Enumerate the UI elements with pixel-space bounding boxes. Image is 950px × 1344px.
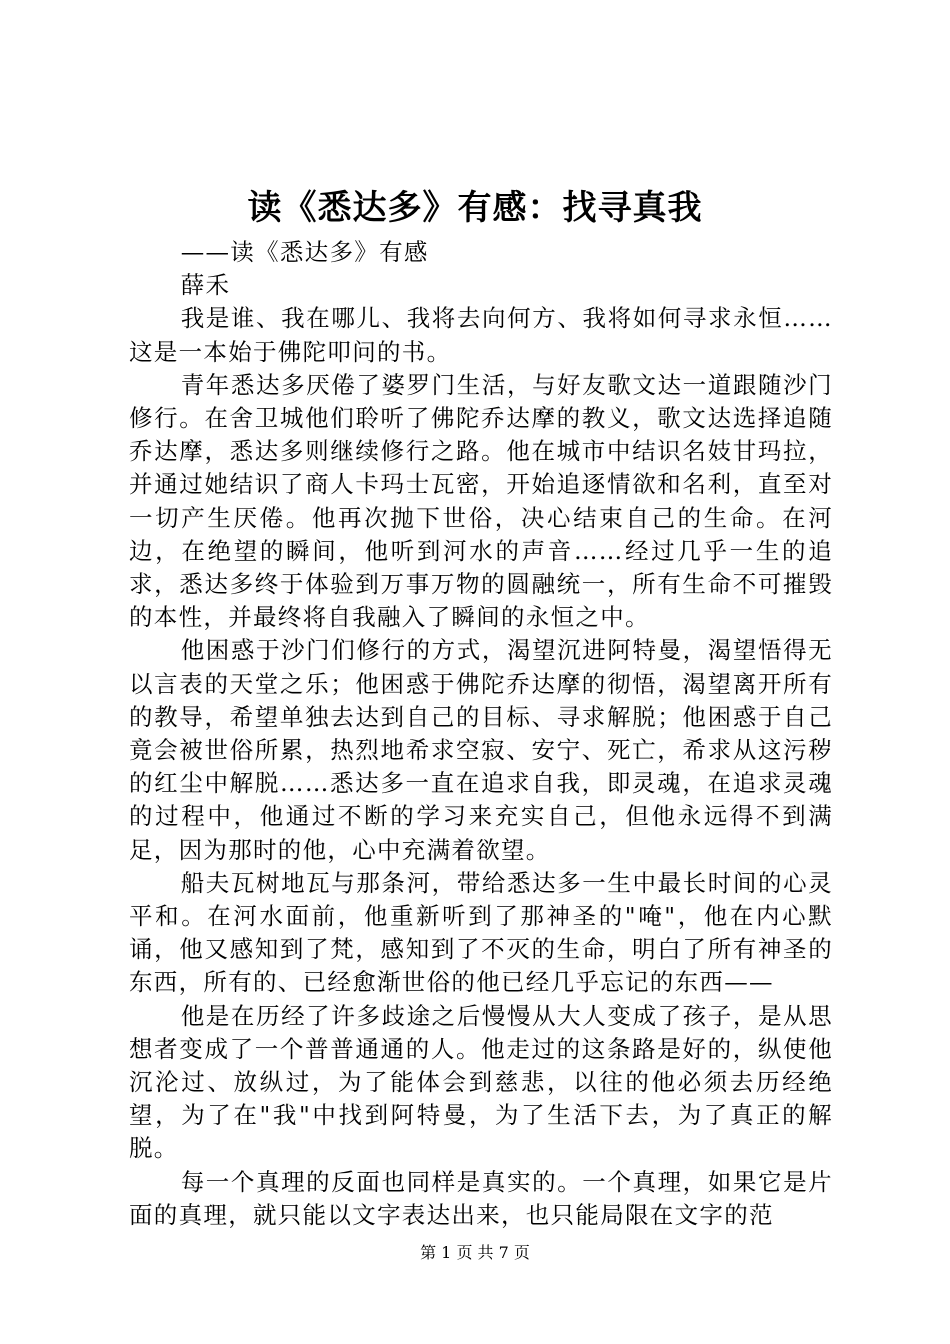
document-author: 薛禾 (180, 271, 231, 300)
paragraph: 每一个真理的反面也同样是真实的。一个真理，如果它是片面的真理，就只能以文字表达出来，也只能局限在文字的范 (129, 1167, 833, 1229)
document-title: 读《悉达多》有感：找寻真我 (247, 188, 703, 228)
document-body (129, 236, 833, 1232)
paragraph: 船夫瓦树地瓦与那条河，带给悉达多一生中最长时间的心灵平和。在河水面前，他重新听到了那神圣的"唵"，他在内心默诵，他又感知到了梵，感知到了不灭的生命，明白了所有神圣的东西，所有的、已经愈渐世俗的他已经几乎忘记的东西—— (129, 868, 833, 997)
page-number-footer: 第 1 页 共 7 页 (420, 1243, 530, 1262)
paragraph: 他困惑于沙门们修行的方式，渴望沉进阿特曼，渴望悟得无以言表的天堂之乐；他困惑于佛陀乔达摩的彻悟，渴望离开所有的教导，希望单独去达到自己的目标、寻求解脱；他困惑于自己竟会被世俗所累，热烈地希求空寂、安宁、死亡，希求从这污秽的红尘中解脱……悉达多一直在追求自我，即灵魂，在追求灵魂的过程中，他通过不断的学习来充实自己，但他永远得不到满足，因为那时的他，心中充满着欲望。 (129, 636, 833, 864)
paragraph: 青年悉达多厌倦了婆罗门生活，与好友歌文达一道跟随沙门修行。在舍卫城他们聆听了佛陀乔达摩的教义，歌文达选择追随乔达摩，悉达多则继续修行之路。他在城市中结识名妓甘玛拉，并通过她结识了商人卡玛士瓦密，开始追逐情欲和名利，直至对一切产生厌倦。他再次抛下世俗，决心结束自己的生命。在河边，在绝望的瞬间，他听到河水的声音……经过几乎一生的追求，悉达多终于体验到万事万物的圆融统一，所有生命不可摧毁的本性，并最终将自我融入了瞬间的永恒之中。 (129, 370, 833, 632)
paragraph: 我是谁、我在哪儿、我将去向何方、我将如何寻求永恒……这是一本始于佛陀叩问的书。 (129, 304, 833, 366)
paragraph: 他是在历经了许多歧途之后慢慢从大人变成了孩子，是从思想者变成了一个普普通通的人。他走过的这条路是好的，纵使他沉沦过、放纵过，为了能体会到慈悲，以往的他必须去历经绝望，为了在"我"中找到阿特曼，为了生活下去，为了真正的解脱。 (129, 1001, 833, 1163)
document-subtitle: ——读《悉达多》有感 (180, 238, 429, 266)
